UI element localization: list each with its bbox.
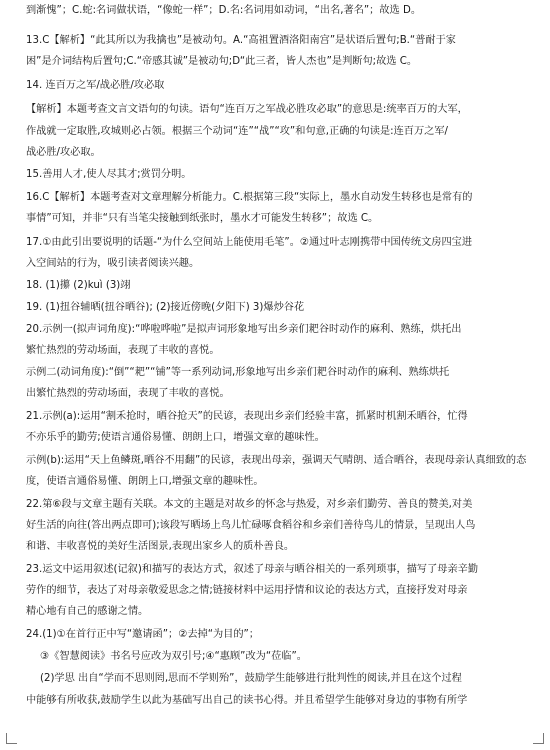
- text-line-16: 繁忙热烈的劳动场面，表现了丰收的喜悦。: [26, 345, 220, 356]
- text-line-22: 度，使语言通俗易懂、朗朗上口,增强文章的趣味性。: [26, 476, 264, 487]
- text-line-28: 精心地有自己的感谢之情。: [26, 606, 149, 617]
- text-line-19: 21.示例(a):运用“割禾抢时，晒谷抢天”的民谚，表现出乡亲们经验丰富，抓紧时机割禾晒谷，忙得: [26, 411, 468, 422]
- text-line-7: 战必胜/攻必取。: [26, 147, 101, 158]
- text-line-14: 19. (1)扭谷辅晒(扭谷晒谷); (2)接近傍晚(夕阳下) 3)爆炒谷花: [26, 302, 305, 313]
- text-line-1: 到渐愧”；C.蛇:名词做状语，“像蛇一样”；D.名:名词用如动词，“出名,著名”；故选 D。: [26, 5, 422, 16]
- text-line-23: 22.第⑥段与文章主题有关联。本文的主题是对故乡的怀念与热爱，对乡亲们勤劳、善良的赞美,对美: [26, 499, 473, 510]
- text-line-24: 好生活的向往(答出两点即可);该段写晒场上鸟儿忙碌啄食稻谷和乡亲们善待鸟儿的情景，呈现出人鸟: [26, 520, 476, 531]
- text-line-13: 18. (1)攥 (2)kuì (3)翊: [26, 280, 131, 291]
- text-line-11: 17.①由此引出要说明的话题-“为什么空间站上能使用毛笔”。②通过叶志刚携带中国传统文房四宝进: [26, 237, 473, 248]
- text-line-30: ③《智慧阅读》书名号应改为双引号;④“惠顾”改为“莅临”。: [40, 651, 307, 662]
- text-line-18: 出繁忙热烈的劳动场面，表现了丰收的喜悦。: [26, 388, 230, 399]
- text-line-27: 劳作的细节，表达了对母亲敬爱思念之情;链接材料中运用抒情和议论的表达方式，直接抒发对母亲: [26, 585, 468, 596]
- text-line-20: 不亦乐乎的勤劳;使语言通俗易懂、朗朗上口，增强文章的趣味性。: [26, 432, 325, 443]
- text-line-9: 16.C【解析】本题考查对文章理解分析能力。C.根据第三段“实际上，墨水自动发生转移也是常有的: [26, 192, 473, 203]
- text-line-31: (2)学思 出自“学而不思则罔,思而不学则殆”，鼓励学生能够进行批判性的阅读,并且在这个过程: [40, 673, 462, 684]
- text-line-12: 入空间站的行为，吸引读者阅读兴趣。: [26, 258, 200, 269]
- page-corner-mark-left: [6, 733, 17, 744]
- text-line-26: 23.运文中运用叙述(记叙)和描写的表达方式，叙述了母亲与晒谷相关的一系列琐事，描写了母亲辛勤: [26, 564, 479, 575]
- text-line-2: 13.C【解析】“此其所以为我擒也”是被动句。A.“高祖置酒洛阳南宫”是状语后置句;B.“普耐于家: [26, 35, 456, 46]
- text-line-21: 示例(b):运用“天上鱼鳞斑,晒谷不用翻”的民谚，表现出母亲，强调天气晴朗、适合晒谷，表现母亲认真细致的态: [26, 455, 526, 466]
- text-line-17: 示例二(动词角度):“倒”“耙”“铺”等一系列动词,形象地写出乡亲们耙谷时动作的麻利、熟练烘托: [26, 367, 450, 378]
- page-corner-mark-right: [533, 733, 544, 744]
- text-line-3: 困”是介词结构后置句;C.“帝感其诚”是被动句;D“此三者，皆人杰也”是判断句;故选 C。: [26, 56, 418, 67]
- text-line-15: 20.示例一(拟声词角度):“哗啦哗啦”是拟声词形象地写出乡亲们耙谷时动作的麻利、熟练，烘托出: [26, 324, 462, 335]
- text-line-10: 事情”可知，并非“只有当笔尖接触到纸张时，墨水才可能发生转移”；故选 C。: [26, 213, 379, 224]
- text-line-5: 【解析】本题考查文言文语句的句读。语句“连百万之军战必胜攻必取”的意思是:统率百万的大军，: [26, 104, 468, 115]
- text-line-8: 15.善用人才,使人尽其才;赏罚分明。: [26, 169, 192, 180]
- text-line-32: 中能够有所收获,鼓励学生以此为基础写出自己的读书心得。并且希望学生能够对身边的事物有所学: [26, 695, 468, 706]
- text-line-25: 和谐、丰收喜悦的美好生活图景,表现出家乡人的质朴善良。: [26, 541, 295, 552]
- text-line-29: 24.(1)①在首行正中写“邀请函”；②去掉“为目的”；: [26, 629, 260, 640]
- text-line-4: 14. 连百万之军/战必胜/攻必取: [26, 80, 165, 91]
- text-line-6: 作战就一定取胜,攻城则必占领。根据三个动词“连”“战”“攻”和句意,正确的句读是:连百万之军/: [26, 126, 448, 137]
